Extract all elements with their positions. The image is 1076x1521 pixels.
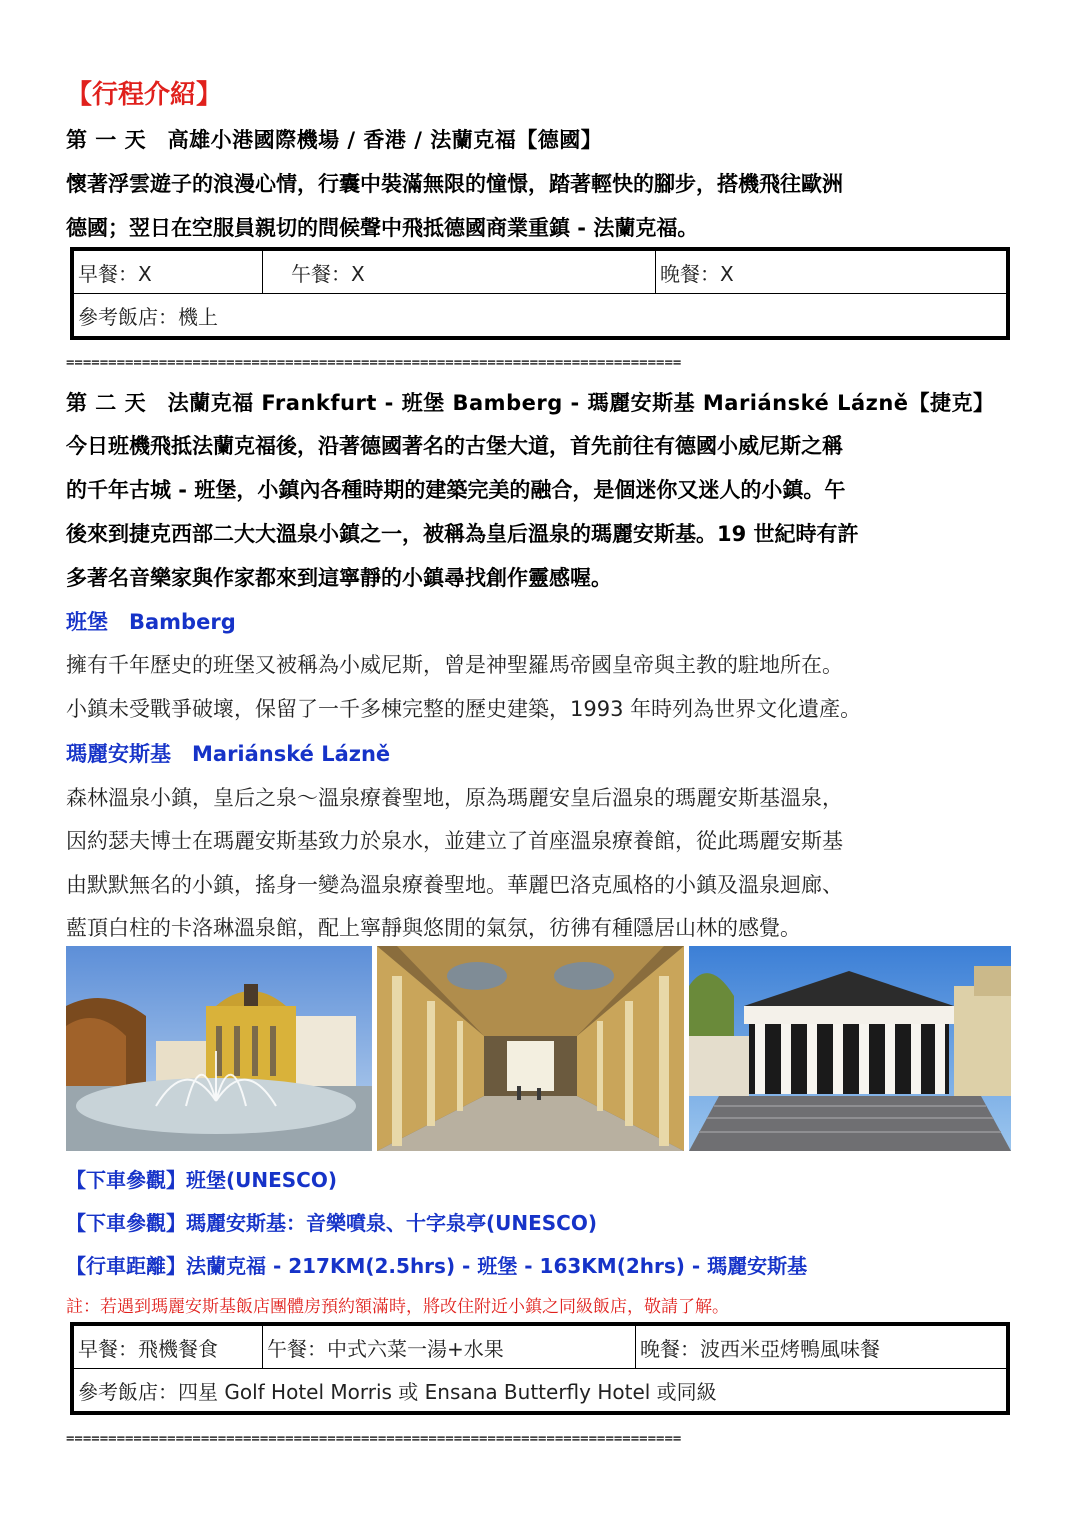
day2-lunch: 午餐：中式六菜一湯+水果 (263, 1324, 636, 1369)
day2-dinner: 晚餐：波西米亞烤鴨風味餐 (636, 1324, 1009, 1369)
day2-hotel: 參考飯店：四星 Golf Hotel Morris 或 Ensana Butterfly Hotel 或同級 (72, 1369, 1008, 1414)
marianske-text-line: 森林溫泉小鎮，皇后之泉～溫泉療養聖地，原為瑪麗安皇后溫泉的瑪麗安斯基溫泉， (66, 786, 843, 810)
separator: ========================================================================= (66, 1431, 682, 1447)
day2-breakfast: 早餐：飛機餐食 (72, 1324, 263, 1369)
day2-desc-line: 今日班機飛抵法蘭克福後，沿著德國著名的古堡大道，首先前往有德國小威尼斯之稱 (66, 434, 843, 458)
separator: ========================================================================= (66, 355, 682, 371)
distance-note: 【行車距離】法蘭克福 - 217KM(2.5hrs) - 班堡 - 163KM(2hrs) - 瑪麗安斯基 (66, 1254, 808, 1278)
marianske-text-line: 因約瑟夫博士在瑪麗安斯基致力於泉水，並建立了首座溫泉療養館，從此瑪麗安斯基 (66, 829, 843, 853)
marianske-title: 瑪麗安斯基 Mariánské Lázně (66, 742, 391, 766)
visit-note: 【下車參觀】瑪麗安斯基：音樂噴泉、十字泉亭(UNESCO) (66, 1211, 598, 1235)
day1-hotel: 參考飯店：機上 (72, 294, 1008, 339)
bamberg-text-line: 擁有千年歷史的班堡又被稱為小威尼斯，曾是神聖羅馬帝國皇帝與主教的駐地所在。 (66, 653, 843, 677)
marianske-text-line: 由默默無名的小鎮，搖身一變為溫泉療養聖地。華麗巴洛克風格的小鎮及溫泉迴廊、 (66, 873, 843, 897)
section-title: 【行程介紹】 (66, 80, 223, 110)
day1-meal-table (70, 247, 1010, 340)
photo-colonnade-interior (377, 946, 684, 1151)
bamberg-text-line: 小鎮未受戰爭破壞，保留了一千多棟完整的歷史建築，1993 年時列為世界文化遺產。 (66, 697, 862, 721)
marianske-text-line: 藍頂白柱的卡洛琳溫泉館，配上寧靜與悠閒的氣氛，彷彿有種隱居山林的感覺。 (66, 916, 801, 940)
day1-dinner: 晚餐：X (656, 249, 1009, 294)
day2-heading: 第 二 天 法蘭克福 Frankfurt - 班堡 Bamberg - 瑪麗安斯基 Mariánské Lázně【捷克】 (66, 391, 995, 415)
day1-heading: 第 一 天 高雄小港國際機場 / 香港 / 法蘭克福【德國】 (66, 128, 603, 152)
photo-colonnade-fountain (66, 946, 372, 1151)
day1-breakfast: 早餐：X (72, 249, 263, 294)
bamberg-title: 班堡 Bamberg (66, 610, 236, 634)
day2-desc-line: 後來到捷克西部二大大溫泉小鎮之一，被稱為皇后溫泉的瑪麗安斯基。19 世紀時有許 (66, 522, 859, 546)
day2-meal-table (70, 1322, 1010, 1415)
day2-desc-line: 的千年古城 - 班堡，小鎮內各種時期的建築完美的融合，是個迷你又迷人的小鎮。午 (66, 478, 846, 502)
day1-desc-line: 德國；翌日在空服員親切的問候聲中飛抵德國商業重鎮 - 法蘭克福。 (66, 216, 699, 240)
day1-lunch: 午餐：X (263, 249, 656, 294)
photo-cross-spring-pavilion (689, 946, 1011, 1151)
day2-desc-line: 多著名音樂家與作家都來到這寧靜的小鎮尋找創作靈感喔。 (66, 566, 612, 590)
hotel-remark: 註：若遇到瑪麗安斯基飯店團體房預約額滿時，將改住附近小鎮之同級飯店，敬請了解。 (66, 1297, 729, 1317)
visit-note: 【下車參觀】班堡(UNESCO) (66, 1168, 338, 1192)
day1-desc-line: 懷著浮雲遊子的浪漫心情，行囊中裝滿無限的憧憬，踏著輕快的腳步，搭機飛往歐洲 (66, 172, 843, 196)
